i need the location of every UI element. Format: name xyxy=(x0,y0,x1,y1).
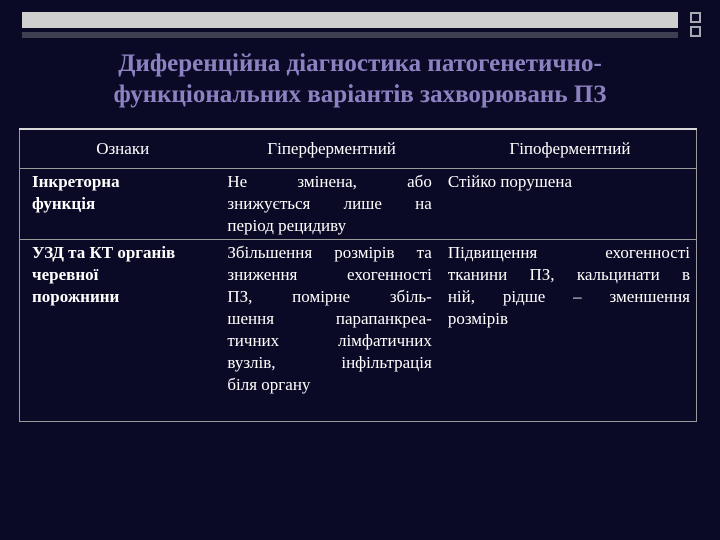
table-cell-hypo xyxy=(438,240,697,422)
slide-title xyxy=(40,48,680,110)
cell-line: Стійко порушена xyxy=(447,172,572,191)
cell-line: Збільшення розмірів та xyxy=(227,243,432,262)
column-header-hypofermentative: Гіпоферментний xyxy=(438,129,697,169)
cell-line: ній, рідше – зменшення xyxy=(447,287,690,306)
table-row xyxy=(20,240,697,422)
cell-line: порожнини xyxy=(32,287,120,306)
diagnostics-table xyxy=(19,128,697,422)
table-header-row xyxy=(20,129,697,169)
cell-line: шення парапанкреа- xyxy=(227,309,432,328)
table-cell-hypo xyxy=(438,169,697,240)
column-header-hyperfermentative: Гіперферментний xyxy=(219,129,437,169)
cell-line: УЗД та КТ органів xyxy=(32,243,176,262)
title-line: функціональних варіантів захворювань ПЗ xyxy=(113,81,607,108)
cell-line: період рецидиву xyxy=(227,216,347,235)
decorative-top-bar xyxy=(22,12,678,28)
decorative-top-line xyxy=(22,32,678,38)
cell-line: біля органу xyxy=(227,375,311,394)
table-cell-sign xyxy=(20,169,220,240)
cell-line: Інкреторна xyxy=(32,172,120,191)
column-header-signs: Ознаки xyxy=(20,129,220,169)
decorative-square-icon xyxy=(690,26,701,37)
table-cell-hyper xyxy=(219,240,437,422)
cell-line: вузлів, інфільтрація xyxy=(227,353,432,372)
cell-line: Підвищення ехогенності xyxy=(447,243,690,262)
cell-line: розмірів xyxy=(447,309,509,328)
cell-line: тканини ПЗ, кальцинати в xyxy=(447,265,690,284)
table-cell-sign xyxy=(20,240,220,422)
cell-line: знижується лише на xyxy=(227,194,432,213)
cell-line: функція xyxy=(32,194,96,213)
cell-line: зниження ехогенності xyxy=(227,265,432,284)
decorative-square-icon xyxy=(690,12,701,23)
title-line: Диференційна діагностика патогенетично- xyxy=(118,50,602,77)
table-row xyxy=(20,169,697,240)
table-cell-hyper xyxy=(219,169,437,240)
cell-line: Не змінена, або xyxy=(227,172,432,191)
cell-line: тичних лімфатичних xyxy=(227,331,432,350)
cell-line: черевної xyxy=(32,265,99,284)
cell-line: ПЗ, помірне збіль- xyxy=(227,287,432,306)
